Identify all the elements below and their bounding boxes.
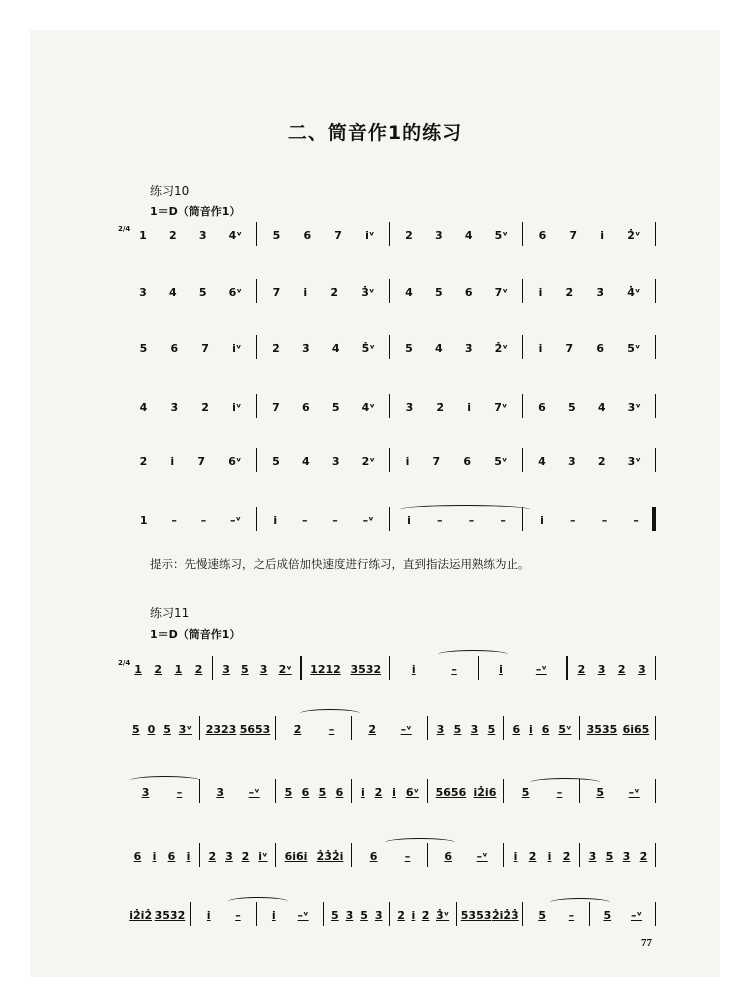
ex11-measure: i̇ – [411, 662, 457, 676]
barline [389, 507, 390, 531]
barline [655, 279, 656, 303]
ex11-row [118, 654, 656, 684]
barline [655, 716, 656, 740]
exercise10-label: 练习10 [150, 184, 190, 198]
barline [275, 779, 276, 803]
tie-slur [228, 897, 288, 906]
barline [655, 779, 656, 803]
tie-slur [130, 776, 200, 785]
ex10-measure: 4 5 6 7ᵛ [405, 285, 508, 299]
ex11-measure: 5 0 5 3ᵛ [131, 722, 192, 736]
ex10-measure: i̇ 2̇ 3̇ 4̇ᵛ [538, 285, 641, 299]
barline [275, 843, 276, 867]
ex11-measure: i̇ –ᵛ [271, 908, 309, 922]
ex10-measure: 2̇ 3̇ 4̇ 5̇ᵛ [272, 341, 375, 355]
barline [522, 448, 523, 472]
barline [655, 902, 656, 926]
barline [456, 902, 457, 926]
ex11-measure: 3535 6i̇65 [586, 722, 650, 736]
ex10-time-signature: 2/4 [118, 225, 131, 233]
ex10-measure: i̇ – – – [540, 513, 639, 527]
ex11-measure: 6 i̇ 6 i̇ [133, 849, 191, 863]
ex11-measure: i̇ 2̇ i̇ 2̇ [513, 849, 571, 863]
practice-tip: 提示：先慢速练习，之后成倍加快速度进行练习，直到指法运用熟练为止。 [150, 557, 530, 571]
ex11-measure: 2̇ i̇ 2̇ 3̇ᵛ [397, 908, 450, 922]
ex11-measure: 1212 3532 [310, 662, 382, 676]
barline [389, 902, 390, 926]
barline [300, 656, 301, 680]
barline [655, 394, 656, 418]
ex11-measure: 3̇ 5̇ 3̇ 2̇ [588, 849, 648, 863]
tie-slur [438, 650, 508, 659]
barline [522, 222, 523, 246]
exercise11-key: 1＝D（筒音作1） [150, 628, 241, 641]
barline [478, 656, 479, 680]
ex11-measure: 5̇ – [538, 908, 575, 922]
ex11-time-signature: 2/4 [118, 659, 131, 667]
barline [522, 335, 523, 359]
barline [427, 716, 428, 740]
ex10-measure: 7 i̇ 2̇ 3̇ᵛ [272, 285, 375, 299]
page-number: 77 [641, 937, 652, 949]
ex11-measure: 5̇ –ᵛ [603, 908, 643, 922]
ex11-measure: 3 –ᵛ [216, 785, 260, 799]
barline [190, 902, 191, 926]
barline [212, 656, 213, 680]
ex10-measure: 4 3 2 3ᵛ [538, 454, 641, 468]
page-title: 二、筒音作1的练习 [287, 122, 463, 144]
ex10-measure: 7 6 5 4ᵛ [272, 400, 375, 414]
ex10-row [118, 220, 656, 250]
ex10-measure: 3̇ 2̇ i̇ 7ᵛ [405, 400, 508, 414]
barline [655, 448, 656, 472]
ex11-measure: 5656 i̇2̇i̇6 [435, 785, 497, 799]
barline [389, 335, 390, 359]
ex11-measure: 2̇ –ᵛ [368, 722, 412, 736]
barline [256, 507, 257, 531]
ex10-measure: 5̇ 4̇ 3̇ 2̇ᵛ [405, 341, 508, 355]
barline [389, 656, 390, 680]
ex11-measure: 6 – [369, 849, 411, 863]
barline [503, 843, 504, 867]
barline [256, 448, 257, 472]
ex10-measure: 6 5 4 3ᵛ [538, 400, 641, 414]
barline [579, 716, 580, 740]
ex10-measure: 4̇ 3̇ 2̇ i̇ᵛ [139, 400, 242, 414]
ex10-row [124, 333, 656, 363]
ex10-measure: i̇ – – –ᵛ [273, 513, 374, 527]
ex11-measure: 2̇ 3̇ 2̇ i̇ᵛ [208, 849, 268, 863]
exercise11-label: 练习11 [150, 606, 190, 620]
ex11-measure: 5 – [521, 785, 563, 799]
ex10-measure: 2 3 4 5ᵛ [405, 228, 508, 242]
barline [351, 843, 352, 867]
ex10-row [124, 446, 656, 476]
ex11-measure: i̇ –ᵛ [499, 662, 547, 676]
final-barline [652, 507, 656, 531]
barline [503, 716, 504, 740]
barline [655, 843, 656, 867]
ex10-measure: i̇ 7 6 5ᵛ [405, 454, 508, 468]
barline [351, 779, 352, 803]
barline [351, 716, 352, 740]
barline [256, 222, 257, 246]
tie-slur [530, 778, 600, 787]
ex11-measure: 3 5 3 2ᵛ [222, 662, 292, 676]
barline [655, 656, 656, 680]
barline [522, 394, 523, 418]
barline [389, 394, 390, 418]
ex10-measure: 3 4 5 6ᵛ [139, 285, 242, 299]
ex10-measure: 5 6 7 i̇ᵛ [139, 341, 242, 355]
barline [199, 716, 200, 740]
ex11-row [124, 714, 656, 744]
barline [256, 279, 257, 303]
ex11-measure: 3 5 3 5 [436, 722, 496, 736]
ex10-measure: i̇ – – – [407, 513, 506, 527]
barline [566, 656, 567, 680]
barline [655, 335, 656, 359]
page-paper [30, 30, 720, 977]
ex10-row [124, 505, 656, 535]
barline [389, 222, 390, 246]
tie-slur [300, 709, 360, 718]
ex11-measure: i̇ 2̇ i̇ 6ᵛ [360, 785, 419, 799]
ex10-row [124, 277, 656, 307]
barline [275, 716, 276, 740]
ex11-measure: 6 i̇ 6 5ᵛ [512, 722, 572, 736]
ex10-measure: 5 4 3 2ᵛ [272, 454, 375, 468]
barline [503, 779, 504, 803]
ex10-row [124, 392, 656, 422]
ex11-measure: 5̇3̇5̇3̇ 2̇i̇2̇3̇ [460, 908, 519, 922]
ex11-measure: 3 – [141, 785, 183, 799]
ex10-measure: 2̇ i̇ 7 6ᵛ [139, 454, 242, 468]
ex11-measure: i̇2̇i̇2̇ 3̇5̇3̇2̇ [129, 908, 186, 922]
ex11-measure: 1 2 1 2 [134, 662, 203, 676]
ex10-measure: 1 2 3 4ᵛ [139, 228, 242, 242]
ex10-measure: i̇ 7 6 5ᵛ [538, 341, 641, 355]
ex11-measure: 2̇ – [293, 722, 335, 736]
barline [427, 779, 428, 803]
barline [199, 843, 200, 867]
barline [389, 279, 390, 303]
barline [579, 843, 580, 867]
barline [256, 394, 257, 418]
barline [522, 902, 523, 926]
exercise10-key: 1＝D（筒音作1） [150, 205, 241, 218]
ex11-measure: 6i̇6i̇ 2̇3̇2̇i̇ [284, 849, 344, 863]
barline [522, 279, 523, 303]
ex11-measure: 5 6 5 6 [284, 785, 344, 799]
barline [655, 222, 656, 246]
tie-slur [550, 898, 610, 907]
ex11-measure: 5̇ 3̇ 5̇ 3̇ [330, 908, 383, 922]
ex10-measure: 6 7 i̇ 2̇ᵛ [538, 228, 641, 242]
barline [323, 902, 324, 926]
tie-slur [385, 838, 455, 847]
ex10-measure: 1 – – –ᵛ [139, 513, 242, 527]
ex11-measure: 2323 5653 [205, 722, 271, 736]
ex11-measure: 6 –ᵛ [444, 849, 488, 863]
ex11-measure: 2 3 2 3 [577, 662, 646, 676]
ex11-measure: i̇ – [206, 908, 241, 922]
barline [256, 335, 257, 359]
ex10-measure: 5 6 7 i̇ᵛ [272, 228, 375, 242]
ex11-measure: 5 –ᵛ [596, 785, 640, 799]
tie-slur [400, 505, 530, 514]
barline [389, 448, 390, 472]
